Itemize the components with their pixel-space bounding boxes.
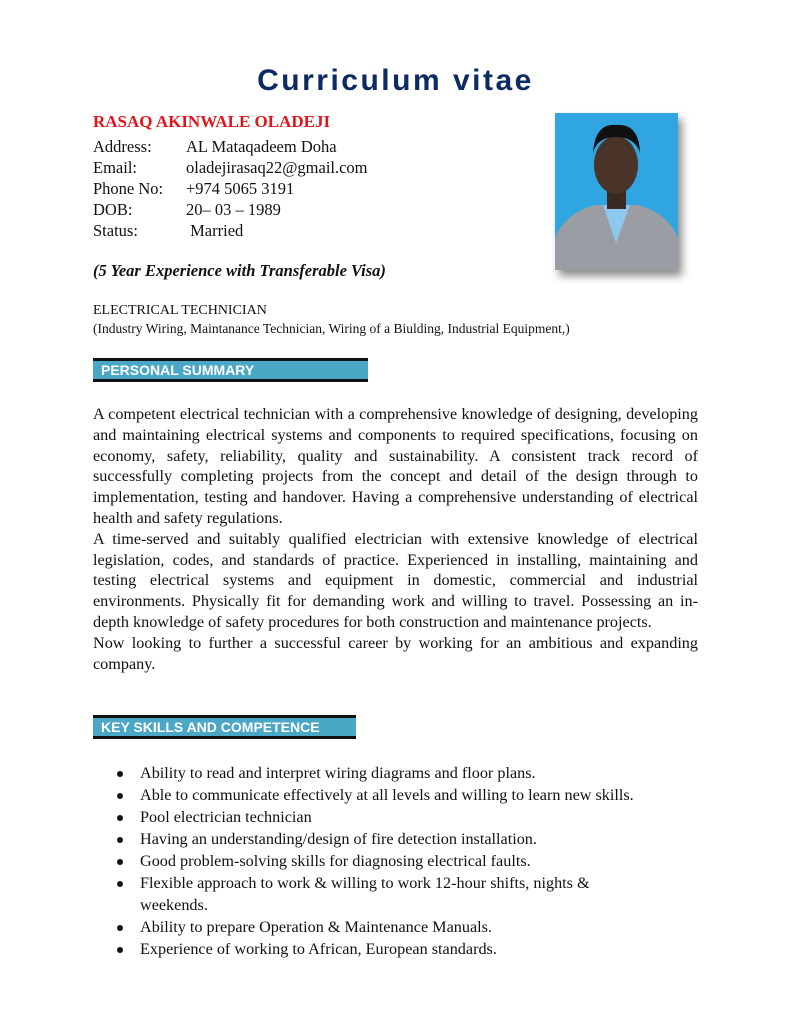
list-item: Good problem-solving skills for diagnosing electrical faults. [115, 850, 715, 872]
profile-photo [555, 113, 678, 270]
list-item: Able to communicate effectively at all levels and willing to learn new skills. [115, 784, 715, 806]
experience-note: (5 Year Experience with Transferable Visa) [93, 261, 386, 280]
info-email: Email: oladejirasaq22@gmail.com [93, 158, 368, 177]
list-item: Flexible approach to work & willing to work 12-hour shifts, nights & weekends. [115, 872, 715, 916]
list-item: Experience of working to African, European standards. [115, 938, 715, 960]
job-title: ELECTRICAL TECHNICIAN [93, 303, 267, 318]
summary-paragraph: A time-served and suitably qualified electrician with extensive knowledge of electrical legislation, codes, and standards of practice. Experienced in installing, maintaining and testing electrical systems and equipment in domestic, commercial and industrial environments. Physically fit for demanding work and willing to travel. Possessing an in-depth knowledge of safety procedures for both construction and maintenance projects. [93, 529, 698, 631]
section-header-key-skills: KEY SKILLS AND COMPETENCE [93, 715, 356, 739]
info-dob: DOB: 20– 03 – 1989 [93, 200, 281, 219]
candidate-name: RASAQ AKINWALE OLADEJI [93, 112, 331, 131]
personal-summary [93, 404, 698, 674]
list-item: Pool electrician technician [115, 806, 715, 828]
contact-info [93, 136, 368, 241]
list-item: Having an understanding/design of fire detection installation. [115, 828, 715, 850]
list-item: Ability to read and interpret wiring diagrams and floor plans. [115, 762, 715, 784]
section-header-personal-summary: PERSONAL SUMMARY [93, 358, 368, 382]
info-status: Status: Married [93, 221, 244, 240]
summary-paragraph: A competent electrical technician with a comprehensive knowledge of designing, developing and maintaining electrical systems and components to required specifications, focusing on economy, safety, reliability, quality and sustainability. A consistent track record of successfully completing projects from the concept and detail of the design through to implementation, testing and handover. Having a comprehensive understanding of electrical health and safety regulations. [93, 405, 698, 527]
job-specialties: (Industry Wiring, Maintanance Technician, Wiring of a Biulding, Industrial Equipment,) [93, 321, 570, 336]
skills-list [115, 762, 715, 960]
page-title: Curriculum vitae [257, 64, 534, 97]
summary-paragraph: Now looking to further a successful career by working for an ambitious and expanding company. [93, 633, 698, 673]
info-address: Address: AL Mataqadeem Doha [93, 137, 337, 156]
list-item: Ability to prepare Operation & Maintenance Manuals. [115, 916, 715, 938]
info-phone: Phone No: +974 5065 3191 [93, 179, 295, 198]
